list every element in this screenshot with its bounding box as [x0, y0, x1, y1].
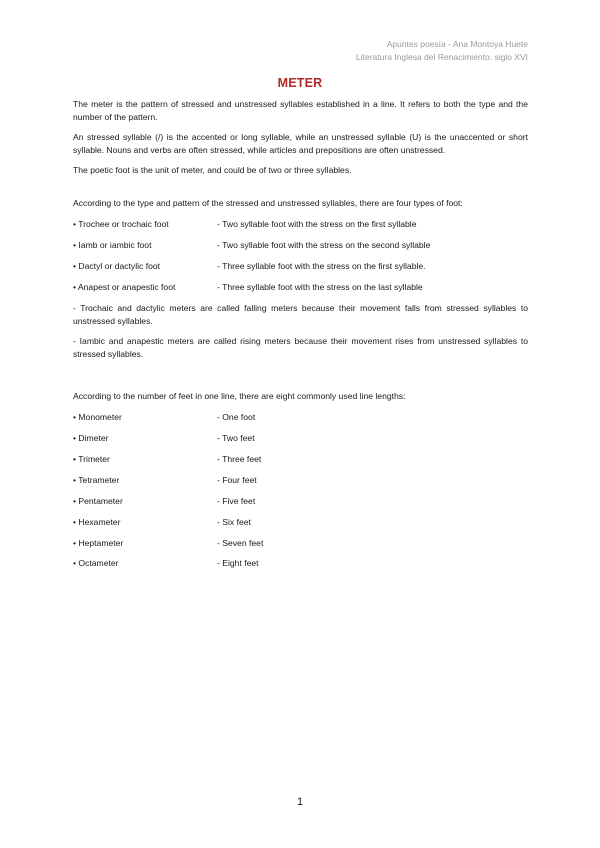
- intro-paragraph-1: The meter is the pattern of stressed and unstressed syllables established in a line. It refers to both the type and the number of the pattern.: [73, 99, 528, 123]
- foot-name: • Dactyl or dactylic foot: [73, 261, 161, 272]
- page-number: 1: [296, 796, 304, 808]
- list-item: [73, 281, 528, 294]
- length-name: • Tetrameter: [73, 474, 120, 485]
- length-description: - Three feet: [217, 453, 262, 464]
- length-description: - Eight feet: [217, 558, 259, 569]
- length-description: - Seven feet: [217, 537, 264, 548]
- foot-name: • Anapest or anapestic foot: [73, 282, 176, 293]
- list-item: [73, 474, 528, 487]
- length-name: • Hexameter: [73, 516, 121, 527]
- length-name: • Trimeter: [73, 453, 110, 464]
- length-name: • Octameter: [73, 558, 119, 569]
- length-name: • Dimeter: [73, 433, 109, 443]
- foot-name: • Iamb or iambic foot: [73, 240, 152, 251]
- page-title: METER: [277, 76, 323, 90]
- header-author-line: Apuntes poesía - Ana Montoya Huete: [386, 39, 528, 49]
- intro-paragraph-2: An stressed syllable (/) is the accented or long syllable, while an unstressed syllable (U) is the unaccented or short syllable. Nouns and verbs are often stressed, while articles and prepositions are often unstressed.: [73, 131, 528, 156]
- intro-paragraph-3: The poetic foot is the unit of meter, and could be of two or three syllables.: [73, 164, 352, 175]
- header-course-line: Literatura Inglesa del Renacimiento: siglo XVI: [356, 51, 528, 62]
- line-lengths-list: [73, 411, 528, 571]
- length-description: - Five feet: [217, 495, 256, 506]
- lengths-intro: According to the number of feet in one line, there are eight commonly used line lengths:: [73, 390, 406, 401]
- list-item: [73, 495, 528, 508]
- foot-description: - Three syllable foot with the stress on the last syllable: [217, 282, 423, 293]
- feet-list: [73, 218, 528, 294]
- length-name: • Monometer: [73, 412, 122, 423]
- foot-description: - Three syllable foot with the stress on the first syllable.: [217, 261, 426, 272]
- length-description: - Four feet: [217, 474, 257, 485]
- list-item: [73, 411, 528, 424]
- running-header: [356, 38, 528, 63]
- list-item: [73, 453, 528, 466]
- foot-description: - Two syllable foot with the stress on the first syllable: [217, 219, 417, 230]
- falling-meters-note: - Trochaic and dactylic meters are called falling meters because their movement falls from stressed syllables to unstressed syllables.: [73, 303, 528, 327]
- feet-intro: According to the type and pattern of the stressed and unstressed syllables, there are four types of foot:: [73, 198, 463, 209]
- length-description: - Two feet: [217, 433, 255, 443]
- length-name: • Pentameter: [73, 495, 123, 506]
- list-item: [73, 260, 528, 273]
- foot-description: - Two syllable foot with the stress on the second syllable: [217, 240, 431, 251]
- list-item: [73, 557, 528, 570]
- length-name: • Heptameter: [73, 537, 124, 548]
- list-item: [73, 516, 528, 529]
- list-item: [73, 239, 528, 252]
- list-item: [73, 537, 528, 550]
- document-body: [73, 98, 528, 578]
- length-description: - Six feet: [217, 516, 251, 527]
- length-description: - One foot: [217, 412, 256, 423]
- list-item: [73, 218, 528, 231]
- list-item: [73, 432, 528, 445]
- rising-meters-note: - Iambic and anapestic meters are called rising meters because their movement rises from unstressed syllables to stressed syllables.: [73, 335, 528, 360]
- foot-name: • Trochee or trochaic foot: [73, 219, 169, 230]
